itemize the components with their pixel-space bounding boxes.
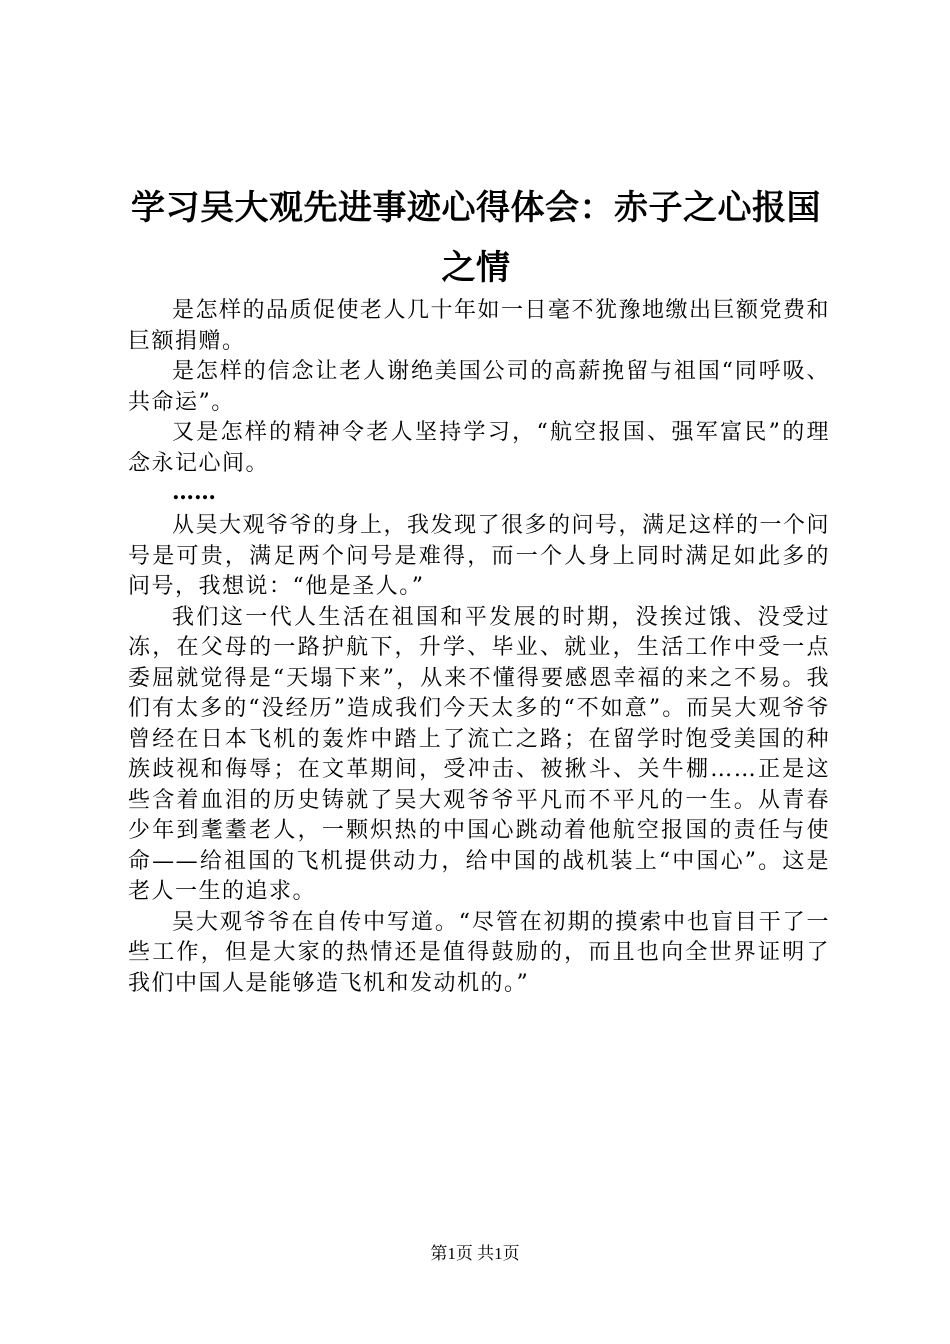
paragraph: 从吴大观爷爷的身上，我发现了很多的问号，满足这样的一个问号是可贵，满足两个问号是难得，而一个人身上同时满足如此多的问号，我想说：“他是圣人。” [128,513,831,599]
paragraph: 我们这一代人生活在祖国和平发展的时期，没挨过饿、没受过冻，在父母的一路护航下，升学、毕业、就业，生活工作中受一点委屈就觉得是“天塌下来”，从来不懂得要感恩幸福的来之不易。我们有太多的“没经历”造成我们今天太多的“不如意”。而吴大观爷爷曾经在日本飞机的轰炸中踏上了流亡之路；在留学时饱受美国的种族歧视和侮辱；在文革期间，受冲击、被揪斗、关牛棚……正是这些含着血泪的历史铸就了吴大观爷爷平凡而不平凡的一生。从青春少年到耄耋老人，一颗炽热的中国心跳动着他航空报国的责任与使命——给祖国的飞机提供动力，给中国的战机装上“中国心”。这是老人一生的追求。 [128,604,830,904]
page-footer: 第1页 共1页 [430,1244,520,1263]
paragraph: 吴大观爷爷在自传中写道。“尽管在初期的摸索中也盲目干了一些工作，但是大家的热情还是值得鼓励的，而且也向全世界证明了我们中国人是能够造飞机和发动机的。” [128,909,830,996]
paragraph: 是怎样的品质促使老人几十年如一日毫不犹豫地缴出巨额党费和巨额捐赠。 [128,298,831,354]
document-title: 学习吴大观先进事迹心得体会：赤子之心报国之情 [131,188,821,288]
paragraph: 又是怎样的精神令老人坚持学习，“航空报国、强军富民”的理念永记心间。 [128,420,830,476]
document-body [128,296,830,999]
paragraph-ellipsis: …… [172,479,216,505]
paragraph: 是怎样的信念让老人谢绝美国公司的高薪挽留与祖国“同呼吸、共命运”。 [128,359,830,415]
